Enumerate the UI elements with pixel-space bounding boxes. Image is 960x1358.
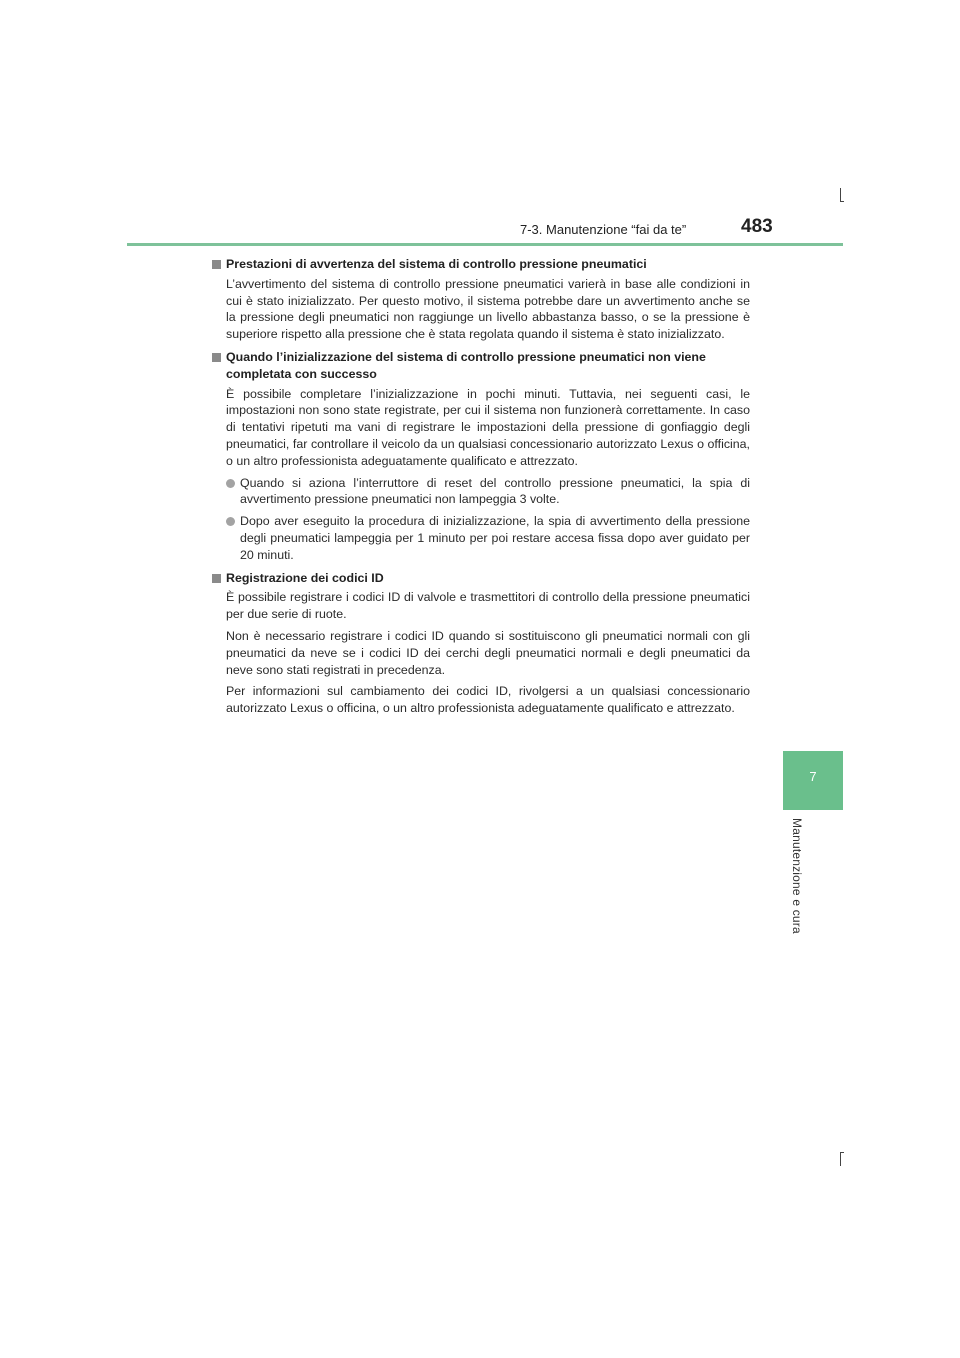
paragraph: È possibile completare l’inizializzazione in pochi minuti. Tuttavia, nei seguenti casi, le impostazioni non sono state registrate, per cui il sistema non funzionerà correttamente. In caso di tentativi ripetuti ma vani di registrare le impostazioni della pressione di gonfiaggio degli pneumatici, far controllare il veicolo da un qualsiasi concessionario autorizzato Lexus o officina, o un altro professionista adeguatamente qualificato e attrezzato. [226, 386, 750, 468]
chapter-number: 7 [809, 769, 817, 784]
list-item-text: Dopo aver eseguito la procedura di inizializzazione, la spia di avvertimento della pressione degli pneumatici lampeggia per 1 minuto per poi restare accesa fissa dopo aver guidato per 20 minuti. [240, 514, 750, 562]
section-heading [212, 256, 750, 273]
square-bullet-icon [212, 260, 221, 269]
crop-mark-bottom-foot [840, 1152, 844, 1153]
section-heading [212, 349, 750, 383]
section-warning-performance [212, 256, 750, 343]
section-initialization-failed [212, 349, 750, 564]
list-item-text: Quando si aziona l’interruttore di reset del controllo pressione pneumatici, la spia di avvertimento pressione pneumatici non lampeggia 3 volte. [240, 475, 750, 507]
crop-mark-bottom [840, 1152, 841, 1166]
circle-bullet-icon [226, 479, 235, 488]
header-rule [127, 243, 843, 246]
paragraph: È possibile registrare i codici ID di valvole e trasmettitori di controllo della pressione pneumatici per due serie di ruote. [226, 590, 750, 622]
page-content [212, 256, 750, 723]
section-heading-text: Quando l’inizializzazione del sistema di controllo pressione pneumatici non viene completata con successo [226, 349, 706, 381]
chapter-tab [783, 751, 843, 810]
circle-bullet-icon [226, 517, 235, 526]
section-heading-text: Registrazione dei codici ID [226, 570, 384, 585]
section-heading-text: Prestazioni di avvertenza del sistema di controllo pressione pneumatici [226, 257, 647, 271]
page-number: 483 [741, 216, 773, 237]
paragraph: L’avvertimento del sistema di controllo pressione pneumatici varierà in base alle condizioni in cui è stato inizializzato. Per questo motivo, il sistema potrebbe dare un avvertimento anche se la pressione degli pneumatici non raggiunge un livello abbastanza basso, o se la pressione è superiore rispetto alla pressione che è stata regolata quando il sistema è stato inizializzato. [226, 276, 750, 342]
section-heading [212, 570, 750, 587]
paragraph: Non è necessario registrare i codici ID quando si sostituiscono gli pneumatici normali con gli pneumatici da neve se i codici ID dei cerchi degli pneumatici normali e degli pneumatici da neve sono stati registrati in precedenza. [226, 628, 750, 677]
crop-mark-top-foot [840, 201, 844, 202]
running-header-title: 7-3. Manutenzione “fai da te” [520, 222, 687, 237]
chapter-label: Manutenzione e cura [790, 818, 804, 934]
list-item [226, 475, 750, 509]
square-bullet-icon [212, 353, 221, 362]
paragraph: Per informazioni sul cambiamento dei codici ID, rivolgersi a un qualsiasi concessionario autorizzato Lexus o officina, o un altro professionista adeguatamente qualificato e attrezzato. [226, 684, 750, 716]
section-id-registration [212, 570, 750, 717]
crop-mark-top [840, 188, 841, 202]
list-item [226, 513, 750, 563]
square-bullet-icon [212, 574, 221, 583]
